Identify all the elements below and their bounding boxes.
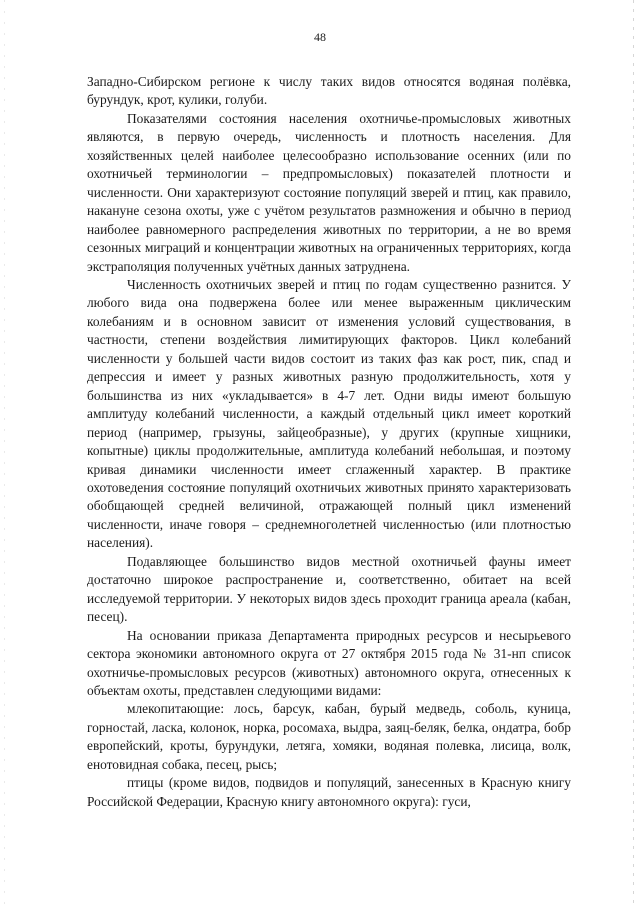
document-body [87,73,571,811]
scan-edge-left [4,0,5,905]
page-number: 48 [314,30,326,44]
paragraph-population-dynamics: Численность охотничьих зверей и птиц по годам существенно разнится. У любого вида она подвержена более или менее выраженным циклическим колебаниям и в основном зависит от изменения условий существования, в частности, степени воздействия лимитирующих факторов. Цикл колебаний численности у большей части видов состоит из таких фаз как рост, пик, спад и депрессия и имеет у разных животных разную продолжительность, хотя у большинства из них «укладывается» в 4-7 лет. Одни виды имеют большую амплитуду колебаний численности, а каждый отдельный цикл имеет короткий период (например, грызуны, зайцеобразные), у других (крупные хищники, копытные) циклы продолжительные, амплитуда колебаний небольшая, и поэтому кривая динамики численности имеет сглаженный характер. В практике охотоведения состояние популяций охотничьих животных принято характеризовать обобщающей средней величиной, отражающей полный цикл изменений численности, иначе говоря – среднемноголетней численностью (или плотностью населения). [87,276,571,551]
paragraph-indicators: Показателями состояния населения охотничье-промысловых животных являются, в первую очередь, численность и плотность населения. Для хозяйственных целей наиболее целесообразно использование осенних (или по охотничьей терминологии – предпромысловых) показателей плотности и численности. Они характеризуют состояние популяций зверей и птиц, как правило, накануне сезона охоты, уже с учётом результатов размножения и обычно в период наиболее равномерного распределения животных по территории, а не во время сезонных миграций и концентрации животных на ограниченных территориях, когда экстраполяция полученных учётных данных затруднена. [87,110,571,274]
paragraph-continuation: Западно-Сибирском регионе к числу таких видов относятся водяная полёвка, бурундук, крот, кулики, голуби. [87,74,571,108]
paragraph-mammals-list: млекопитающие: лось, барсук, кабан, бурый медведь, соболь, куница, горностай, ласка, колонок, норка, росомаха, выдра, заяц-беляк, белка, ондатра, бобр европейский, кроты, бурундуки, летяга, хомяки, водяная полевка, лисица, волк, енотовидная собака, песец, рысь; [87,701,571,772]
paragraph-distribution: Подавляющее большинство видов местной охотничьей фауны имеет достаточно широкое распространение и, соответственно, обитает на всей исследуемой территории. У некоторых видов здесь проходит граница ареала (кабан, песец). [87,553,571,625]
scan-edge-right [633,0,634,905]
paragraph-order-reference: На основании приказа Департамента природных ресурсов и несырьевого сектора экономики автономного округа от 27 октября 2015 года № 31-нп список охотничье-промысловых ресурсов (животных) автономного округа, отнесенных к объектам охоты, представлен следующими видами: [87,627,571,698]
paragraph-birds-list: птицы (кроме видов, подвидов и популяций, занесенных в Красную книгу Российской Федерации, Красную книгу автономного округа): гуси, [87,775,571,809]
